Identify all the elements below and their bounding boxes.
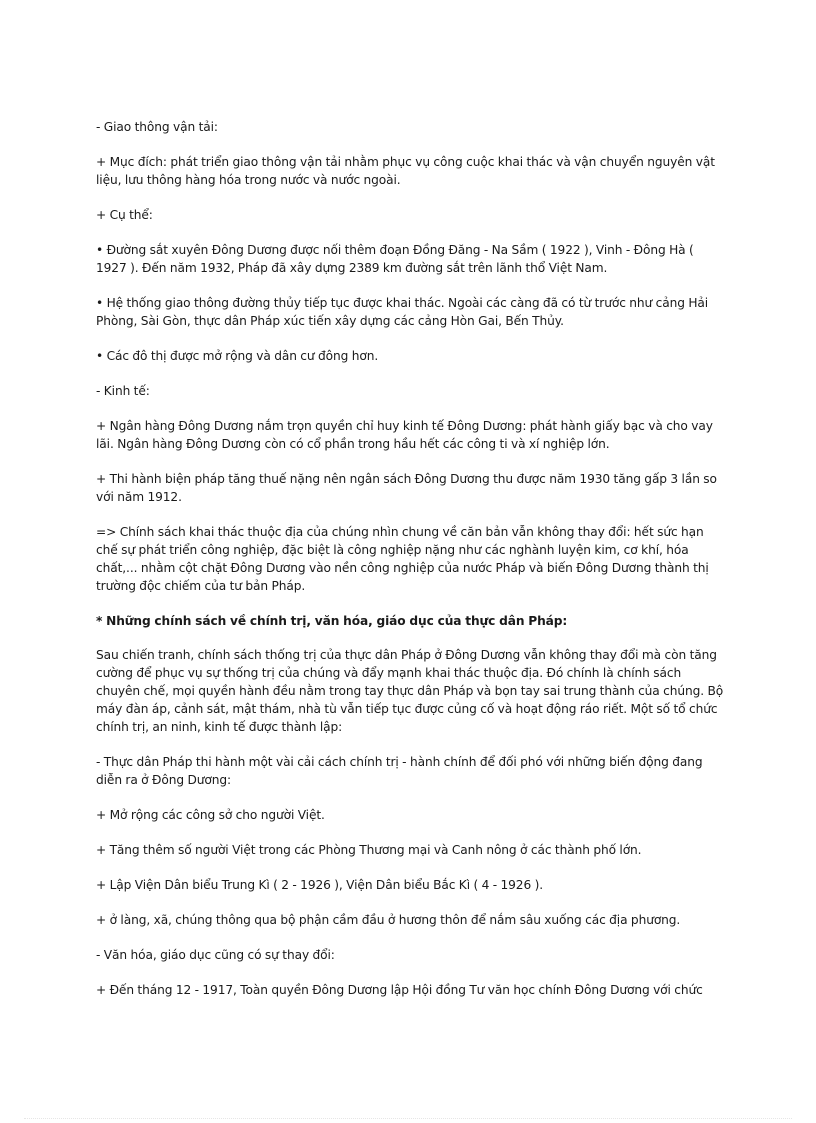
document-page xyxy=(96,118,726,1016)
paragraph-conclusion: => Chính sách khai thác thuộc địa của chúng nhìn chung về căn bản vẫn không thay đổi: hết sức hạn chế sự phát triển công nghiệp, đặc biệt là công nghiệp nặng như các nghành luyện kim, cơ khí, hóa chất,... nhằm cột chặt Đông Dương vào nền công nghiệp của nước Pháp và biến Đông Dương thành thị trường độc chiếm của tư bản Pháp. xyxy=(96,525,709,593)
paragraph-tax: + Thi hành biện pháp tăng thuế nặng nên ngân sách Đông Dương thu được năm 1930 tăng gấp 3 lần so với năm 1912. xyxy=(96,472,717,504)
paragraph-villages: + ở làng, xã, chúng thông qua bộ phận cầm đầu ở hương thôn để nắm sâu xuống các địa phương. xyxy=(96,913,681,927)
paragraph-railway: • Đường sắt xuyên Đông Dương được nối thêm đoạn Đồng Đăng - Na Sầm ( 1922 ), Vinh - Đông Hà ( 1927 ). Đến năm 1932, Pháp đã xây dựng 2389 km đường sắt trên lãnh thổ Việt Nam. xyxy=(96,243,694,275)
paragraph-after-war: Sau chiến tranh, chính sách thống trị của thực dân Pháp ở Đông Dương vẫn không thay đổi mà còn tăng cường để phục vụ sự thống trị của chúng và đẩy mạnh khai thác thuộc địa. Đó chính là chính sách chuyên chế, mọi quyền hành đều nằm trong tay thực dân Pháp và bọn tay sai trung thành của chúng. Bộ máy đàn áp, cảnh sát, mật thám, nhà tù vẫn tiếp tục được củng cố và hoạt động ráo riết. Một số tổ chức chính trị, an ninh, kinh tế được thành lập: xyxy=(96,648,724,734)
paragraph-transport-heading: - Giao thông vận tải: xyxy=(96,120,218,134)
paragraph-chambers: + Tăng thêm số người Việt trong các Phòng Thương mại và Canh nông ở các thành phố lớn. xyxy=(96,843,642,857)
section-heading-politics: * Những chính sách về chính trị, văn hóa, giáo dục của thực dân Pháp: xyxy=(96,614,568,628)
paragraph-assemblies: + Lập Viện Dân biểu Trung Kì ( 2 - 1926 ), Viện Dân biểu Bắc Kì ( 4 - 1926 ). xyxy=(96,878,543,892)
paragraph-bank: + Ngân hàng Đông Dương nắm trọn quyền chỉ huy kinh tế Đông Dương: phát hành giấy bạc và cho vay lãi. Ngân hàng Đông Dương còn có cổ phần trong hầu hết các công ti và xí nghiệp lớn. xyxy=(96,419,713,451)
paragraph-urban: • Các đô thị được mở rộng và dân cư đông hơn. xyxy=(96,349,379,363)
page-footer-divider xyxy=(24,1118,792,1119)
paragraph-offices: + Mở rộng các công sở cho người Việt. xyxy=(96,808,325,822)
paragraph-economy-heading: - Kinh tế: xyxy=(96,384,150,398)
paragraph-waterway: • Hệ thống giao thông đường thủy tiếp tục được khai thác. Ngoài các càng đã có từ trước như cảng Hải Phòng, Sài Gòn, thực dân Pháp xúc tiến xây dựng các cảng Hòn Gai, Bến Thủy. xyxy=(96,296,709,328)
paragraph-culture-heading: - Văn hóa, giáo dục cũng có sự thay đổi: xyxy=(96,948,335,962)
paragraph-council: + Đến tháng 12 - 1917, Toàn quyền Đông Dương lập Hội đồng Tư văn học chính Đông Dương với chức xyxy=(96,983,703,997)
paragraph-specifics: + Cụ thể: xyxy=(96,208,153,222)
paragraph-reforms: - Thực dân Pháp thi hành một vài cải cách chính trị - hành chính để đối phó với những biến động đang diễn ra ở Đông Dương: xyxy=(96,755,703,787)
paragraph-transport-purpose: + Mục đích: phát triển giao thông vận tải nhằm phục vụ công cuộc khai thác và vận chuyển nguyên vật liệu, lưu thông hàng hóa trong nước và nước ngoài. xyxy=(96,155,715,187)
